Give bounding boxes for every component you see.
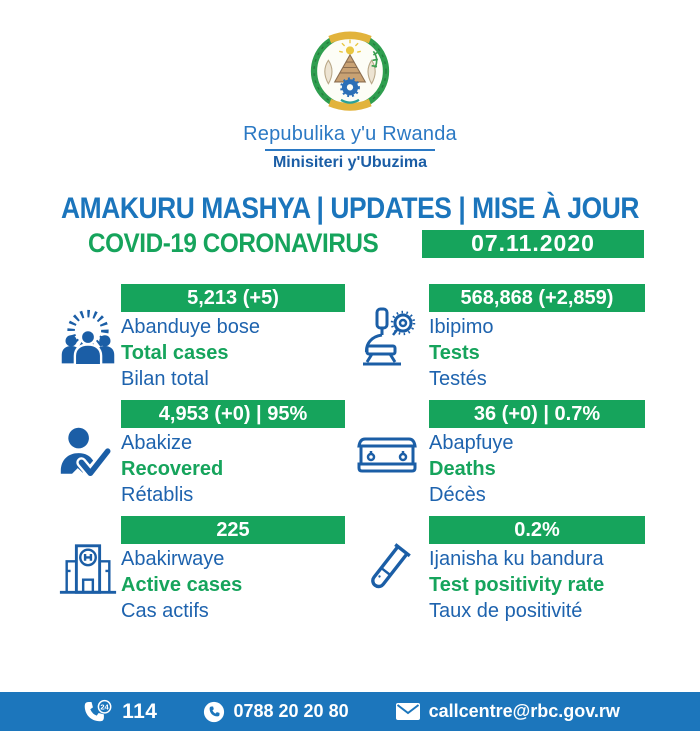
stats-grid bbox=[55, 284, 645, 624]
stat-label-en: Tests bbox=[429, 342, 480, 364]
coffin-icon bbox=[345, 400, 429, 508]
email-item bbox=[395, 701, 620, 722]
phone-item bbox=[203, 701, 348, 723]
rwanda-coat-of-arms-icon bbox=[296, 24, 404, 120]
stat-label-rw: Abanduye bose bbox=[121, 316, 261, 338]
stat-value: 225 bbox=[121, 516, 345, 544]
logo-wrap bbox=[0, 24, 700, 120]
phone-number: 0788 20 20 80 bbox=[233, 701, 349, 721]
title-block bbox=[0, 192, 700, 259]
microscope-icon bbox=[345, 284, 429, 392]
covid-title: COVID-19 CORONAVIRUS bbox=[88, 228, 379, 258]
stat-card-recovered bbox=[55, 400, 345, 508]
stat-label-en: Deaths bbox=[429, 458, 496, 480]
phone-24-icon bbox=[80, 698, 114, 725]
phone-circle-icon bbox=[203, 701, 225, 723]
ministry-name: Minisiteri y'Ubuzima bbox=[272, 154, 428, 171]
envelope-icon bbox=[395, 702, 421, 721]
test-tube-icon bbox=[345, 516, 429, 624]
stat-label-fr: Cas actifs bbox=[121, 600, 209, 622]
stat-label-en: Active cases bbox=[121, 574, 243, 596]
stat-label-en: Test positivity rate bbox=[429, 574, 605, 596]
stat-value: 36 (+0) | 0.7% bbox=[429, 400, 645, 428]
person-check-icon bbox=[55, 400, 121, 508]
hotline-number: 114 bbox=[122, 699, 158, 723]
stat-label-fr: Testés bbox=[429, 368, 487, 390]
stat-label-fr: Taux de positivité bbox=[429, 600, 583, 622]
stat-value: 568,868 (+2,859) bbox=[429, 284, 645, 312]
stat-label-rw: Abakirwaye bbox=[121, 548, 225, 570]
header bbox=[0, 0, 700, 172]
stat-value: 0.2% bbox=[429, 516, 645, 544]
updates-title: AMAKURU MASHYA | UPDATES | MISE À JOUR bbox=[61, 192, 639, 225]
stat-card-deaths bbox=[345, 400, 645, 508]
email-address: callcentre@rbc.gov.rw bbox=[428, 701, 620, 721]
stat-card-active-cases bbox=[55, 516, 345, 624]
stat-label-fr: Bilan total bbox=[121, 368, 209, 390]
hotline-item bbox=[80, 698, 157, 725]
stat-label-rw: Abakize bbox=[121, 432, 193, 454]
people-virus-icon bbox=[55, 284, 121, 392]
stat-card-total-cases bbox=[55, 284, 345, 392]
stat-value: 5,213 (+5) bbox=[121, 284, 345, 312]
header-divider bbox=[265, 149, 435, 151]
stat-card-test-positivity bbox=[345, 516, 645, 624]
stat-label-en: Recovered bbox=[121, 458, 224, 480]
date-badge: 07.11.2020 bbox=[422, 230, 644, 258]
stat-label-fr: Rétablis bbox=[121, 484, 194, 506]
stat-label-fr: Décès bbox=[429, 484, 486, 506]
hospital-icon bbox=[55, 516, 121, 624]
stat-value: 4,953 (+0) | 95% bbox=[121, 400, 345, 428]
stat-label-rw: Ibipimo bbox=[429, 316, 494, 338]
stat-card-tests bbox=[345, 284, 645, 392]
badge-24-label: 24 bbox=[100, 702, 109, 712]
stat-label-rw: Abapfuye bbox=[429, 432, 514, 454]
footer-bar bbox=[0, 692, 700, 731]
country-name: Repubulika y'u Rwanda bbox=[243, 123, 457, 145]
stat-label-rw: Ijanisha ku bandura bbox=[429, 548, 604, 570]
stat-label-en: Total cases bbox=[121, 342, 229, 364]
